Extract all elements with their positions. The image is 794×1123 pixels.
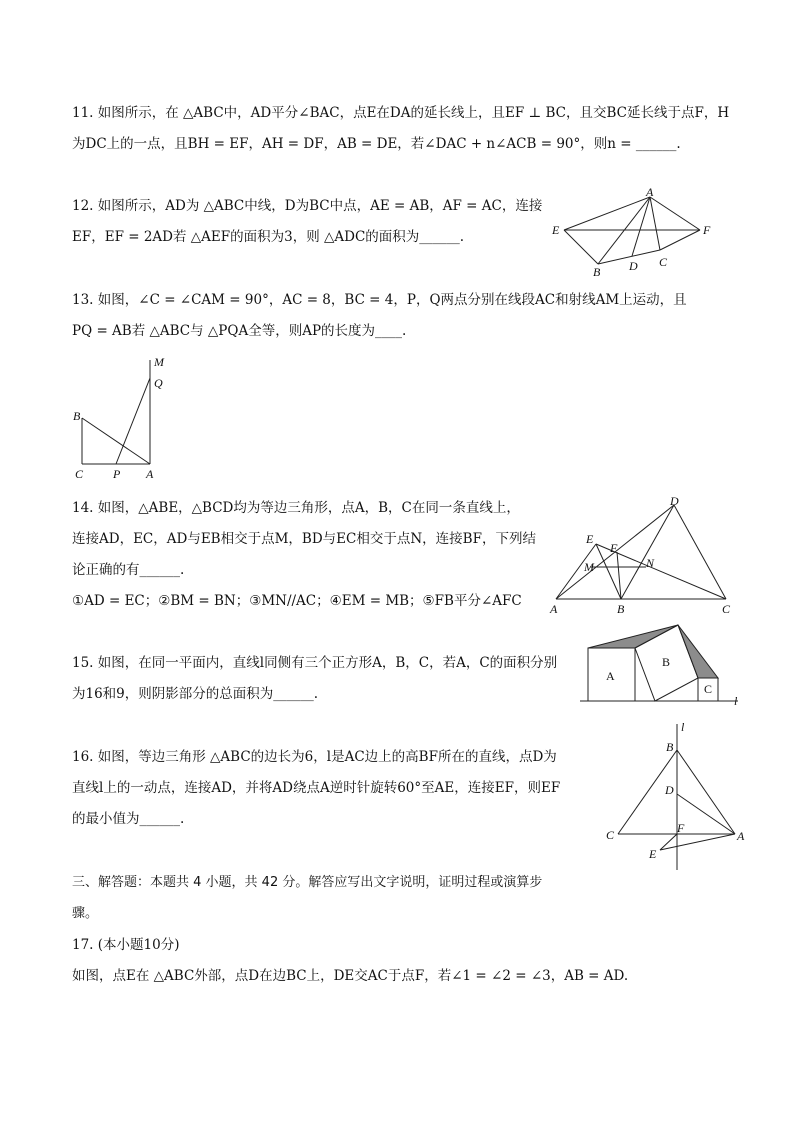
q12-label-c: C: [659, 255, 668, 269]
q17-line-1: 如图，点E在 △ABC外部，点D在边BC上，DE交AC于点F，若∠1 = ∠2 = ∠3，AB = AD.: [72, 968, 629, 984]
q14-label-c: C: [722, 602, 731, 616]
q14-figure: [546, 494, 742, 622]
q14-line-1: 14. 如图，△ABE，△BCD均为等边三角形，点A，B，C在同一条直线上，: [72, 500, 520, 516]
q16-label-a: A: [737, 829, 745, 843]
q16-label-e: E: [649, 847, 657, 861]
q14-label-f: F: [610, 541, 618, 555]
q15-label-l: l: [734, 694, 738, 708]
q12-label-e: E: [552, 223, 560, 237]
q16-label-c: C: [606, 828, 615, 842]
q14-line-4: ①AD = EC；②BM = BN；③MN//AC；④EM = MB；⑤FB平分∠AFC: [72, 593, 522, 609]
q16-label-f: F: [677, 821, 685, 835]
q14-label-n: N: [646, 556, 655, 570]
q16-label-b: B: [666, 740, 674, 754]
q12-label-d: D: [629, 259, 638, 273]
q17-title: 17. (本小题10分): [72, 937, 180, 953]
q14-label-m: M: [584, 560, 594, 574]
q13-line-1: 13. 如图，∠C = ∠CAM = 90°，AC = 8，BC = 4，P，Q两点分别在线段AC和射线AM上运动，且: [72, 292, 687, 308]
q16-line-1: 16. 如图，等边三角形 △ABC的边长为6，l是AC边上的高BF所在的直线，点D为: [72, 749, 557, 765]
q14-label-a: A: [550, 602, 558, 616]
q15-line-2: 为16和9，则阴影部分的总面积为______.: [72, 686, 319, 702]
q16-figure: [600, 716, 750, 880]
q14-line-2: 连接AD，EC，AD与EB相交于点M，BD与EC相交于点N，连接BF，下列结: [72, 531, 536, 547]
q12-label-b: B: [593, 265, 601, 279]
q14-label-d: D: [670, 494, 679, 508]
q14-line-3: 论正确的有______.: [72, 562, 185, 578]
q13-label-q: Q: [154, 376, 163, 390]
q13-label-c: C: [75, 467, 84, 481]
q13-label-b: B: [73, 409, 81, 423]
q13-label-a: A: [146, 467, 154, 481]
q16-line-2: 直线l上的一动点，连接AD，并将AD绕点A逆时针旋转60°至AE，连接EF，则EF: [72, 780, 561, 796]
q11-line-1: 11. 如图所示，在 △ABC中，AD平分∠BAC，点E在DA的延长线上，且EF ⊥ BC，且交BC延长线于点F，H: [72, 105, 730, 121]
q16-label-l: l: [681, 720, 685, 734]
q13-label-m: M: [154, 355, 164, 369]
q12-figure: [546, 188, 726, 284]
q15-label-b: B: [662, 655, 671, 669]
q14-label-e: E: [586, 532, 594, 546]
q14-label-b: B: [617, 602, 625, 616]
q13-figure: [68, 350, 178, 486]
q15-label-c: C: [704, 682, 713, 696]
q11-line-2: 为DC上的一点，且BH = EF，AH = DF，AB = DE，若∠DAC + n∠ACB = 90°，则n = ______.: [72, 136, 681, 152]
q12-line-1: 12. 如图所示，AD为 △ABC中线，D为BC中点，AE = AB，AF = AC，连接: [72, 198, 543, 214]
q12-label-f: F: [703, 223, 711, 237]
q16-label-d: D: [665, 783, 674, 797]
q15-line-1: 15. 如图，在同一平面内，直线l同侧有三个正方形A，B，C，若A，C的面积分别: [72, 655, 558, 671]
q13-line-2: PQ = AB若 △ABC与 △PQA全等，则AP的长度为____.: [72, 323, 407, 339]
section-3-heading-line-1: 三、解答题：本题共 4 小题，共 42 分。解答应写出文字说明，证明过程或演算步: [72, 875, 543, 890]
q15-figure: [578, 618, 748, 714]
section-3-heading-line-2: 骤。: [72, 906, 99, 921]
q16-line-3: 的最小值为______.: [72, 811, 185, 827]
q15-label-a: A: [606, 669, 615, 683]
q12-label-a: A: [646, 188, 654, 199]
q12-line-2: EF，EF = 2AD若 △AEF的面积为3，则 △ADC的面积为______.: [72, 229, 465, 245]
q13-label-p: P: [113, 467, 121, 481]
